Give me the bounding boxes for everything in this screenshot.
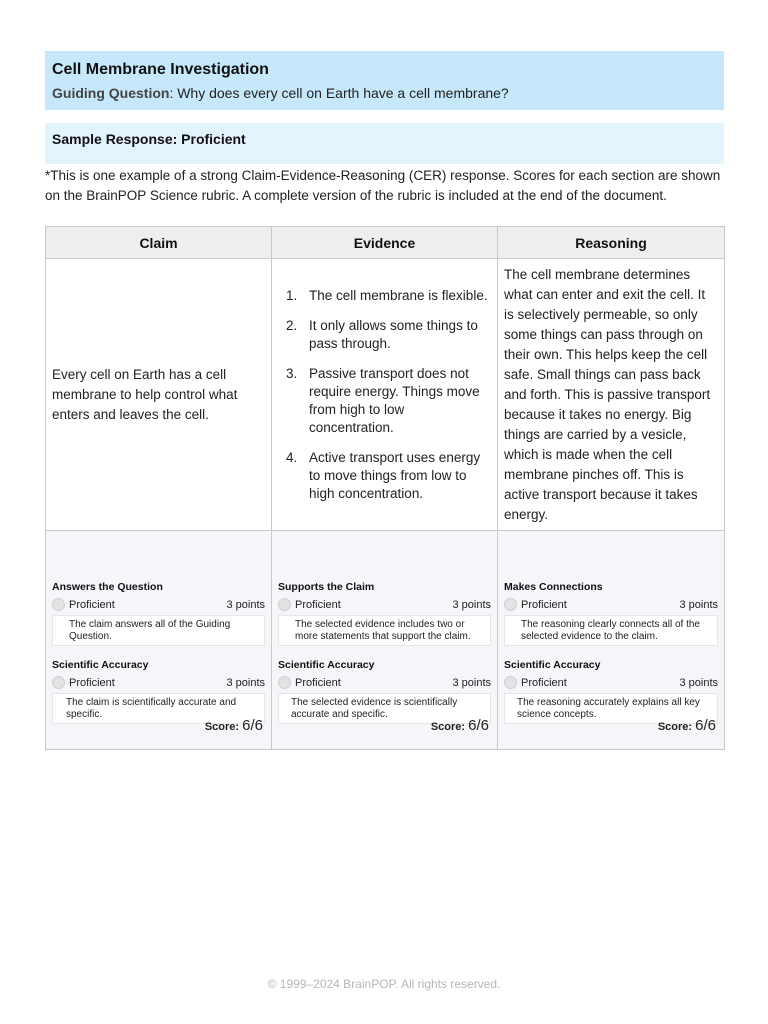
radio-button[interactable] [504, 676, 517, 689]
list-item [286, 287, 491, 305]
level-description: The reasoning accurately explains all key science concepts. [504, 693, 718, 724]
list-text: The cell membrane is flexible. [309, 287, 488, 303]
cer-table [45, 226, 725, 750]
list-number: 1. [286, 287, 298, 303]
criterion-title: Scientific Accuracy [52, 658, 149, 671]
level-points: 3 points [452, 676, 491, 689]
reasoning-cell [498, 259, 725, 531]
score-value: 6/6 [468, 717, 489, 734]
rubric-level [504, 675, 718, 691]
level-points: 3 points [226, 676, 265, 689]
score-value: 6/6 [242, 717, 263, 734]
sample-response-banner [45, 123, 724, 164]
criterion-title: Scientific Accuracy [278, 658, 375, 671]
criterion-title: Scientific Accuracy [504, 658, 601, 671]
level-description: The claim answers all of the Guiding Question. [52, 615, 265, 646]
level-description: The selected evidence includes two or more statements that support the claim. [278, 615, 491, 646]
radio-button[interactable] [52, 676, 65, 689]
score [205, 716, 263, 737]
list-item [286, 317, 491, 353]
score [658, 716, 716, 737]
radio-button[interactable] [52, 598, 65, 611]
level-description: The claim is scientifically accurate and specific. [52, 693, 265, 724]
list-number: 3. [286, 365, 298, 381]
level-points: 3 points [452, 598, 491, 611]
criterion-title: Makes Connections [504, 580, 603, 593]
guiding-question-text: : Why does every cell on Earth have a cell membrane? [169, 85, 509, 101]
radio-button[interactable] [504, 598, 517, 611]
header-evidence: Evidence [272, 227, 498, 259]
list-text: Active transport uses energy to move things from low to high concentration. [309, 449, 481, 501]
page-title: Cell Membrane Investigation [52, 61, 269, 78]
guiding-question [52, 84, 717, 102]
guiding-question-label: Guiding Question [52, 85, 170, 101]
header-reasoning: Reasoning [498, 227, 725, 259]
reasoning-text: The cell membrane determines what can enter and exit the cell. It is selectively permeable, so only some things can pass through on their own. This helps keep the cell safe. Small things can pass back and forth. This is passive transport because it takes no energy. Big things are carried by a vesicle, which is made when the cell membrane pinches off. This is active transport because it takes energy. [504, 266, 711, 522]
level-points: 3 points [679, 676, 718, 689]
reasoning-rubric-cell [498, 531, 725, 750]
list-item [286, 365, 491, 437]
criterion-title: Answers the Question [52, 580, 163, 593]
list-text: It only allows some things to pass through. [309, 317, 478, 351]
score-label: Score: [204, 721, 240, 733]
level-description: The selected evidence is scientifically accurate and specific. [278, 693, 491, 724]
level-description: The reasoning clearly connects all of the selected evidence to the claim. [504, 615, 718, 646]
list-text: Passive transport does not require energy. Things move from high to low concentration. [309, 365, 480, 435]
title-banner [45, 51, 724, 110]
list-number: 2. [286, 317, 298, 333]
level-name: Proficient [521, 676, 567, 689]
score-value: 6/6 [695, 717, 716, 734]
claim-text: Every cell on Earth has a cell membrane to help control what enters and leaves the cell. [52, 366, 238, 422]
level-points: 3 points [226, 598, 265, 611]
score-label: Score: [430, 721, 466, 733]
header-claim: Claim [46, 227, 272, 259]
footer-copyright: © 1999–2024 BrainPOP. All rights reserved. [267, 977, 501, 991]
claim-cell [46, 259, 272, 531]
claim-rubric-cell [46, 531, 272, 750]
level-name: Proficient [521, 598, 567, 611]
list-number: 4. [286, 449, 298, 465]
evidence-list [278, 287, 491, 503]
radio-button[interactable] [278, 676, 291, 689]
rubric-level [52, 675, 265, 691]
list-item [286, 449, 491, 503]
level-name: Proficient [69, 676, 115, 689]
sample-response-title: Sample Response: Proficient [52, 131, 246, 147]
evidence-rubric-cell [272, 531, 498, 750]
response-row [46, 259, 725, 531]
score [431, 716, 489, 737]
radio-button[interactable] [278, 598, 291, 611]
sample-note: *This is one example of a strong Claim-Evidence-Reasoning (CER) response. Scores for each section are shown on the BrainPOP Science rubric. A complete version of the rubric is included at the end of the document. [45, 168, 721, 203]
level-name: Proficient [295, 598, 341, 611]
document-page [45, 51, 724, 750]
level-points: 3 points [679, 598, 718, 611]
rubric-level [278, 597, 491, 613]
score-label: Score: [657, 721, 693, 733]
rubric-row [46, 531, 725, 750]
rubric-level [52, 597, 265, 613]
rubric-level [504, 597, 718, 613]
rubric-level [278, 675, 491, 691]
level-name: Proficient [69, 598, 115, 611]
table-header-row [46, 227, 725, 259]
level-name: Proficient [295, 676, 341, 689]
evidence-cell [272, 259, 498, 531]
criterion-title: Supports the Claim [278, 580, 375, 593]
